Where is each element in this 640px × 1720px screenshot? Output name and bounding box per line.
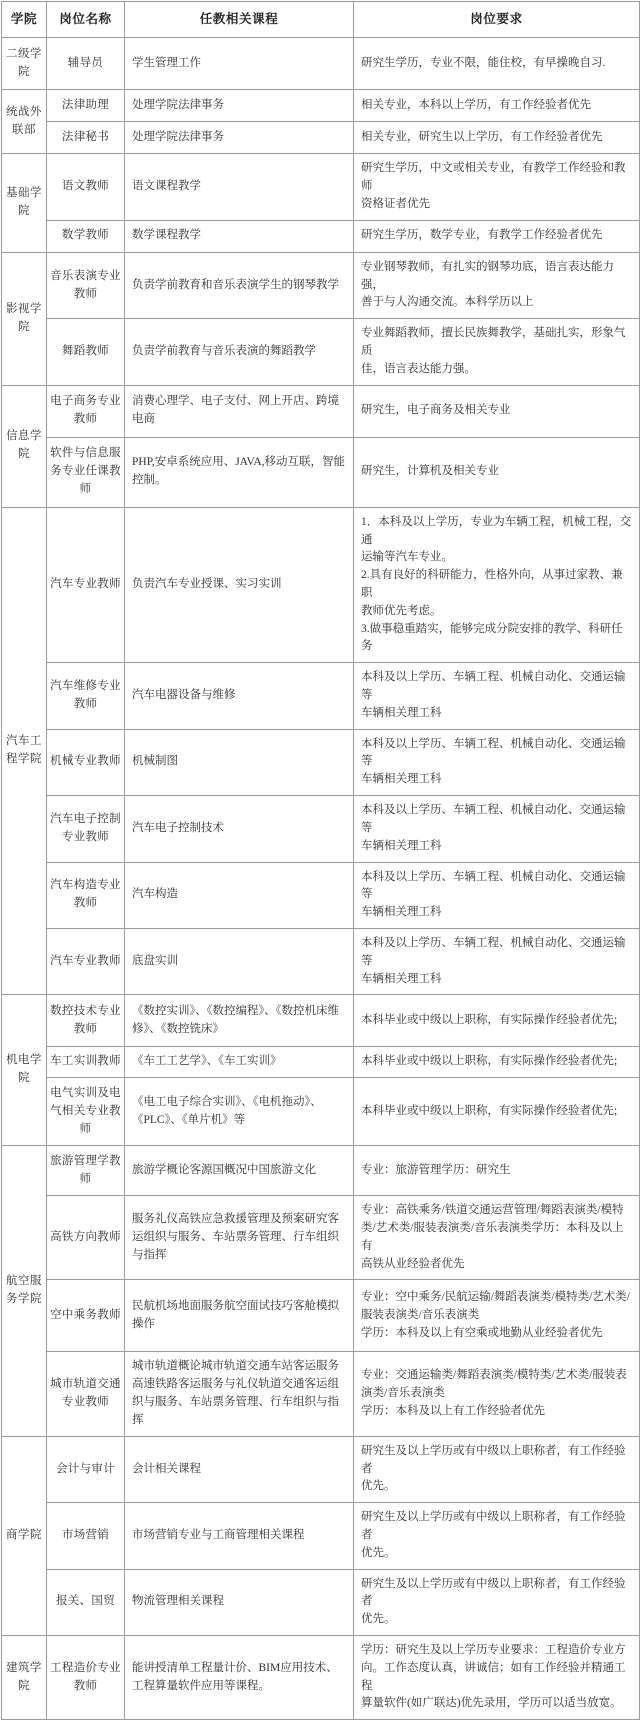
post-name-cell: 车工实训教师 [47,1047,125,1078]
related-courses-cell: 负责汽车专业授课、实习实训 [125,507,354,663]
requirement-line: 本科毕业或中级以上职称，有实际操作经验者优先; [361,1055,618,1068]
related-courses-cell: 市场营销专业与工商管理相关课程 [125,1503,354,1569]
requirement-line: 研究生学历，数学专业，有教学工作经验者优先 [361,229,603,242]
requirement-line: 学历：本科及以上有工作经验者优先 [361,1404,545,1417]
requirement-line: 车辆相关理工科 [361,706,442,719]
requirement-line: 研究生及以上学历或有中级以上职称者，有工作经验者 [361,1577,626,1608]
requirement-line: 优先。 [361,1613,396,1626]
post-name-cell: 语文教师 [47,154,125,220]
requirement-line: 2.具有良好的科研能力，性格外向，从事过家教、兼职 [361,569,623,599]
requirements-cell [354,507,640,663]
table-row [2,1078,640,1146]
requirement-line: 佳，语言表达能力强。 [361,362,476,375]
requirements-cell [354,437,640,507]
requirements-cell [354,319,640,385]
related-courses-cell: 机械制图 [125,729,354,795]
related-courses-cell: 城市轨道概论城市轨道交通车站客运服务高速铁路客运服务与礼仪轨道交通客运组织与服务、车站票务管理、行车组织与指挥 [125,1352,354,1436]
requirements-cell [354,1569,640,1635]
post-name-cell: 法律秘书 [47,122,125,154]
requirements-cell [354,1436,640,1502]
table-row [2,252,640,318]
requirements-cell [354,154,640,220]
requirements-cell [354,928,640,994]
related-courses-cell: 民航机场地面服务航空面试技巧客舱模拟操作 [125,1280,354,1352]
college-cell: 基础学院 [2,154,47,252]
requirement-line: 专业：空中乘务/民航运输/舞蹈表演类/模特类/艺术类/ [361,1291,630,1304]
related-courses-cell: 《车工工艺学》、《车工实训》 [125,1047,354,1078]
related-courses-cell: 底盘实训 [125,928,354,994]
related-courses-cell: 消费心理学、电子支付、网上开店、跨境电商 [125,385,354,437]
requirements-cell [354,1352,640,1436]
related-courses-cell: 《数控实训》、《数控编程》、《数控机床维修》、《数控铣床》 [125,995,354,1047]
requirement-line: 车辆相关理工科 [361,839,442,852]
related-courses-cell: 数学课程教学 [125,220,354,252]
post-name-cell: 汽车专业教师 [47,928,125,994]
requirements-cell [354,862,640,928]
related-courses-cell: 物流管理相关课程 [125,1569,354,1635]
table-row [2,1047,640,1078]
college-cell: 建筑学院 [2,1636,47,1720]
post-name-cell: 法律助理 [47,90,125,122]
college-cell: 影视学院 [2,252,47,385]
requirements-cell [354,995,640,1047]
post-name-cell: 软件与信息服务专业任课教师 [47,437,125,507]
table-row [2,1280,640,1352]
requirement-line: 3.做事稳重踏实，能够完成分院安排的教学、科研任务 [361,622,623,653]
table-row [2,862,640,928]
requirements-cell [354,252,640,318]
requirement-line: 优先。 [361,1546,396,1559]
requirements-cell [354,663,640,729]
table-row [2,220,640,252]
requirements-cell [354,122,640,154]
post-name-cell: 高铁方向教师 [47,1196,125,1280]
requirement-line: 专业：交通运输类/舞蹈表演类/模特类/艺术类/服装表 [361,1369,627,1382]
college-cell: 汽车工程学院 [2,507,47,995]
post-name-cell: 数控技术专业教师 [47,995,125,1047]
post-name-cell: 空中乘务教师 [47,1280,125,1352]
requirement-line: 运输等汽车专业。 [361,551,453,564]
requirement-line: 研究生学历，专业不限，能住校，有早操晚自习. [361,56,606,69]
header-college: 学院 [2,2,47,38]
requirement-line: 本科及以上学历、车辆工程、机械自动化、交通运输等 [361,804,626,834]
requirement-line: 服装表演类/音乐表演类 [361,1309,480,1322]
requirement-line: 高铁从业经验者优先 [361,1257,465,1270]
requirements-cell [354,1047,640,1078]
post-name-cell: 数学教师 [47,220,125,252]
post-name-cell: 会计与审计 [47,1436,125,1502]
requirements-cell [354,796,640,862]
post-name-cell: 汽车维修专业教师 [47,663,125,729]
requirements-cell [354,1280,640,1352]
requirement-line: 本科毕业或中级以上职称，有实际操作经验者优先; [361,1104,618,1117]
related-courses-cell: PHP,安卓系统应用、JAVA,移动互联，智能控制。 [125,437,354,507]
requirements-cell [354,729,640,795]
related-courses-cell: 处理学院法律事务 [125,90,354,122]
requirement-line: 本科及以上学历、车辆工程、机械自动化、交通运输等 [361,737,626,768]
requirements-cell [354,90,640,122]
post-name-cell: 舞蹈教师 [47,319,125,385]
requirement-line: 优先。 [361,1480,396,1493]
college-cell: 信息学院 [2,385,47,507]
related-courses-cell: 汽车电子控制技术 [125,796,354,862]
table-row [2,1436,640,1502]
requirements-cell [354,38,640,90]
table-row [2,154,640,220]
post-name-cell: 电气实训及电气相关专业教师 [47,1078,125,1146]
related-courses-cell: 汽车构造 [125,862,354,928]
requirement-line: 演类/音乐表演类 [361,1387,445,1400]
requirement-line: 本科及以上学历、车辆工程、机械自动化、交通运输等 [361,671,626,701]
table-header [2,2,640,38]
job-posting-table [1,1,640,1720]
related-courses-cell: 能讲授清单工程量计价、BIM应用技术、工程算量软件应用等课程。 [125,1636,354,1720]
requirement-line: 车辆相关理工科 [361,972,442,985]
requirement-line: 车辆相关理工科 [361,773,442,786]
requirement-line: 专业：高铁乘务/铁道交通运营管理/舞蹈表演类/模特 [361,1204,624,1217]
post-name-cell: 市场营销 [47,1503,125,1569]
post-name-cell: 机械专业教师 [47,729,125,795]
related-courses-cell: 负责学前教育与音乐表演的舞蹈教学 [125,319,354,385]
table-row [2,796,640,862]
requirement-line: 善于与人沟通交流。本科学历以上 [361,296,534,309]
header-related-courses: 任教相关课程 [125,2,354,38]
table-row [2,90,640,122]
table-row [2,1196,640,1280]
requirements-cell [354,1078,640,1146]
post-name-cell: 电子商务专业教师 [47,385,125,437]
table-row [2,122,640,154]
post-name-cell: 辅导员 [47,38,125,90]
requirement-line: 研究生，计算机及相关专业 [361,465,499,478]
table-row [2,928,640,994]
requirement-line: 专业：旅游管理学历：研究生 [361,1163,511,1176]
table-row [2,507,640,663]
table-row [2,729,640,795]
requirement-line: 资格证者优先 [361,198,430,210]
requirement-line: 本科及以上学历、车辆工程、机械自动化、交通运输等 [361,936,626,967]
related-courses-cell: 处理学院法律事务 [125,122,354,154]
table-row [2,1146,640,1196]
related-courses-cell: 汽车电器设备与维修 [125,663,354,729]
requirement-line: 算量软件(如广联达)优先录用，学历可以适当放宽。 [361,1697,622,1710]
table-row [2,1503,640,1569]
table-row [2,437,640,507]
requirement-line: 教师优先考虑。 [361,604,442,617]
related-courses-cell: 服务礼仪高铁应急救援管理及预案研究客运组织与服务、车站票务管理、行车组织与指挥 [125,1196,354,1280]
header-requirements: 岗位要求 [354,2,640,38]
related-courses-cell: 语文课程教学 [125,154,354,220]
post-name-cell: 汽车电子控制专业教师 [47,796,125,862]
requirement-line: 专业舞蹈教师，擅长民族舞教学，基础扎实，形象气质 [361,327,626,358]
requirement-line: 本科及以上学历、车辆工程、机械自动化、交通运输等 [361,870,626,901]
post-name-cell: 汽车专业教师 [47,507,125,663]
table-row [2,663,640,729]
table-row [2,1569,640,1635]
header-post-name: 岗位名称 [47,2,125,38]
college-cell: 统战外联部 [2,90,47,154]
requirement-line: 本科毕业或中级以上职称，有实际操作经验者优先; [361,1013,618,1026]
requirements-cell [354,1146,640,1196]
requirement-line: 向。工作态度认真，讲诚信；如有工作经验并精通工程 [361,1661,626,1692]
related-courses-cell: 旅游学概论客源国概况中国旅游文化 [125,1146,354,1196]
table-row [2,1636,640,1720]
requirement-line: 专业钢琴教师，有扎实的钢琴功底，语言表达能力强， [361,260,614,291]
requirements-cell [354,385,640,437]
requirement-line: 学历：本科及以上有空乘或地勤从业经验者优先 [361,1326,603,1339]
requirement-line: 研究生及以上学历或有中级以上职称者，有工作经验者 [361,1444,626,1475]
requirement-line: 相关专业，研究生以上学历，有工作经验者优先 [361,130,603,143]
post-name-cell: 音乐表演专业教师 [47,252,125,318]
post-name-cell: 城市轨道交通专业教师 [47,1352,125,1436]
table-row [2,995,640,1047]
college-cell: 二级学院 [2,38,47,90]
requirements-cell [354,1636,640,1720]
post-name-cell: 工程造价专业教师 [47,1636,125,1720]
related-courses-cell: 会计相关课程 [125,1436,354,1502]
table-row [2,319,640,385]
related-courses-cell: 学生管理工作 [125,38,354,90]
requirement-line: 研究生及以上学历或有中级以上职称者，有工作经验者 [361,1511,626,1541]
table-row [2,385,640,437]
requirement-line: 类/艺术类/服装表演类/音乐表演类学历：本科及以上有 [361,1222,624,1252]
requirements-cell [354,1503,640,1569]
requirement-line: 车辆相关理工科 [361,906,442,919]
college-cell: 航空服务学院 [2,1146,47,1437]
requirement-line: 1．本科及以上学历，专业为车辆工程，机械工程，交通 [361,515,632,546]
header-row [2,2,640,38]
requirement-line: 相关专业，本科以上学历，有工作经验者优先 [361,98,591,111]
requirement-line: 学历：研究生及以上学历专业要求：工程造价专业方 [361,1644,626,1656]
requirement-line: 研究生学历，中文或相关专业，有教学工作经验和教师 [361,162,626,193]
requirement-line: 研究生，电子商务及相关专业 [361,404,511,417]
related-courses-cell: 负责学前教育和音乐表演学生的钢琴教学 [125,252,354,318]
requirements-cell [354,220,640,252]
table-row [2,1352,640,1436]
college-cell: 机电学院 [2,995,47,1146]
requirements-cell [354,1196,640,1280]
post-name-cell: 报关、国贸 [47,1569,125,1635]
college-cell: 商学院 [2,1436,47,1635]
table-row [2,38,640,90]
post-name-cell: 汽车构造专业教师 [47,862,125,928]
related-courses-cell: 《电工电子综合实训》、《电机拖动》、《PLC》、《单片机》等 [125,1078,354,1146]
table-body [2,38,640,1720]
post-name-cell: 旅游管理学教师 [47,1146,125,1196]
